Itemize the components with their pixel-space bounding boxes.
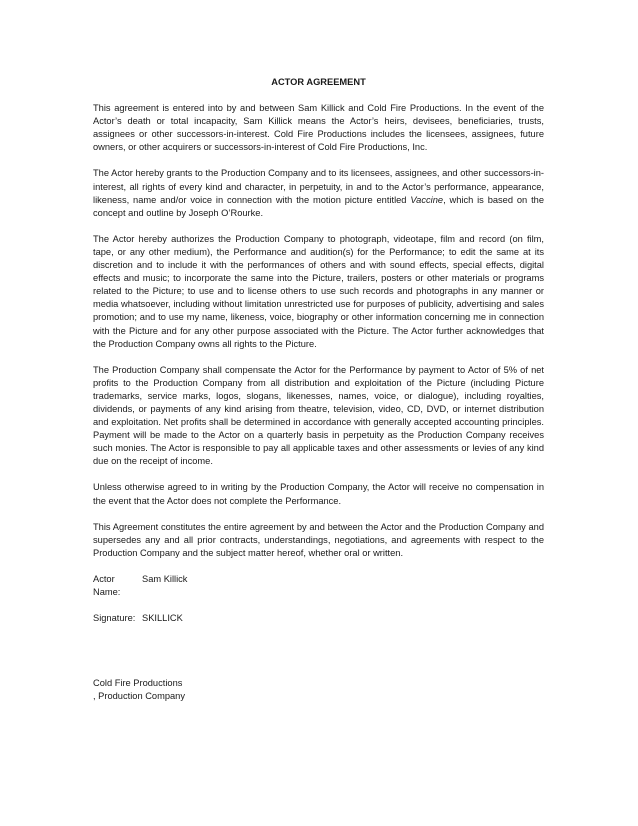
document-title: ACTOR AGREEMENT <box>271 77 366 87</box>
actor-name-row <box>93 573 544 599</box>
signature-row <box>93 612 544 625</box>
signature-label: Signature: <box>93 613 136 624</box>
actor-name-value: Sam Killick <box>142 573 188 584</box>
paragraph-grant-of-rights <box>93 167 544 219</box>
paragraph-compensation: The Production Company shall compensate the Actor for the Performance by payment to Actor of 5% of net profits to the Production Company from all distribution and exploitation of the Picture (including Picture trademarks, service marks, logos, slogans, likenesses, names, voice, or dialogue), including royalties, dividends, or payments of any kind arising from theatre, television, video, CD, DVD, or internet distribution and exploitation. Net profits shall be determined in accordance with generally accepted accounting principles. Payment will be made to the Actor on a quarterly basis in perpetuity as the Production Company receives such monies. The Actor is responsible to pay all applicable taxes and other assessments or levies of any kind due on the receipt of income. <box>93 364 544 467</box>
company-name: Cold Fire Productions <box>93 678 183 689</box>
paragraph-parties: This agreement is entered into by and between Sam Killick and Cold Fire Productions. In the event of the Actor’s death or total incapacity, Sam Killick means the Actor’s heirs, devisees, beneficiaries, trusts, assignees or other successors-in-interest. Cold Fire Productions includes the licensees, assignees, future owners, or other acquirers or successors-in-interest of Cold Fire Productions, Inc. <box>93 103 544 153</box>
picture-title: Vaccine <box>410 194 444 205</box>
company-signature-block <box>93 677 544 703</box>
paragraph-non-completion: Unless otherwise agreed to in writing by the Production Company, the Actor will receive no compensation in the event that the Actor does not complete the Performance. <box>93 482 544 506</box>
agreement-document <box>93 76 544 703</box>
paragraph-authorization: The Actor hereby authorizes the Production Company to photograph, videotape, film and record (on film, tape, or any other medium), the Performance and audition(s) for the Performance; to edit the same at its discretion and to include it with the performances of others and with sound effects, special effects, digital effects and music; to incorporate the same into the Picture, trailers, posters or other materials or programs related to the Picture; to use and to license others to use such records and photographs in any manner or media whatsoever, including without limitation unrestricted use for purposes of publicity, advertising and sales promotion; and to use my name, likeness, voice, biography or other information concerning me in connection with the Picture and for any other purpose associated with the Picture. The Actor further acknowledges that the Production Company owns all rights to the Picture. <box>93 233 544 349</box>
signature-value: SKILLICK <box>142 613 183 624</box>
paragraph-grant-text-start: The Actor hereby grants to the Production Company and to its licensees, assignees, and other successors-in-interest, all rights of every kind and character, in perpetuity, in and to the Actor’s performance, appearance, likeness, name and/or voice in connection with the motion picture entitled <box>93 168 544 205</box>
paragraph-grant-text-end: , which is based on the concept and outline by Joseph O’Rourke. <box>93 194 544 218</box>
paragraph-entire-agreement: This Agreement constitutes the entire agreement by and between the Actor and the Production Company and supersedes any and all prior contracts, understandings, negotiations, and agreements with respect to the Production Company and the subject matter hereof, whether oral or written. <box>93 521 544 558</box>
actor-name-label: Actor Name: <box>93 573 121 597</box>
company-role: , Production Company <box>93 691 185 702</box>
